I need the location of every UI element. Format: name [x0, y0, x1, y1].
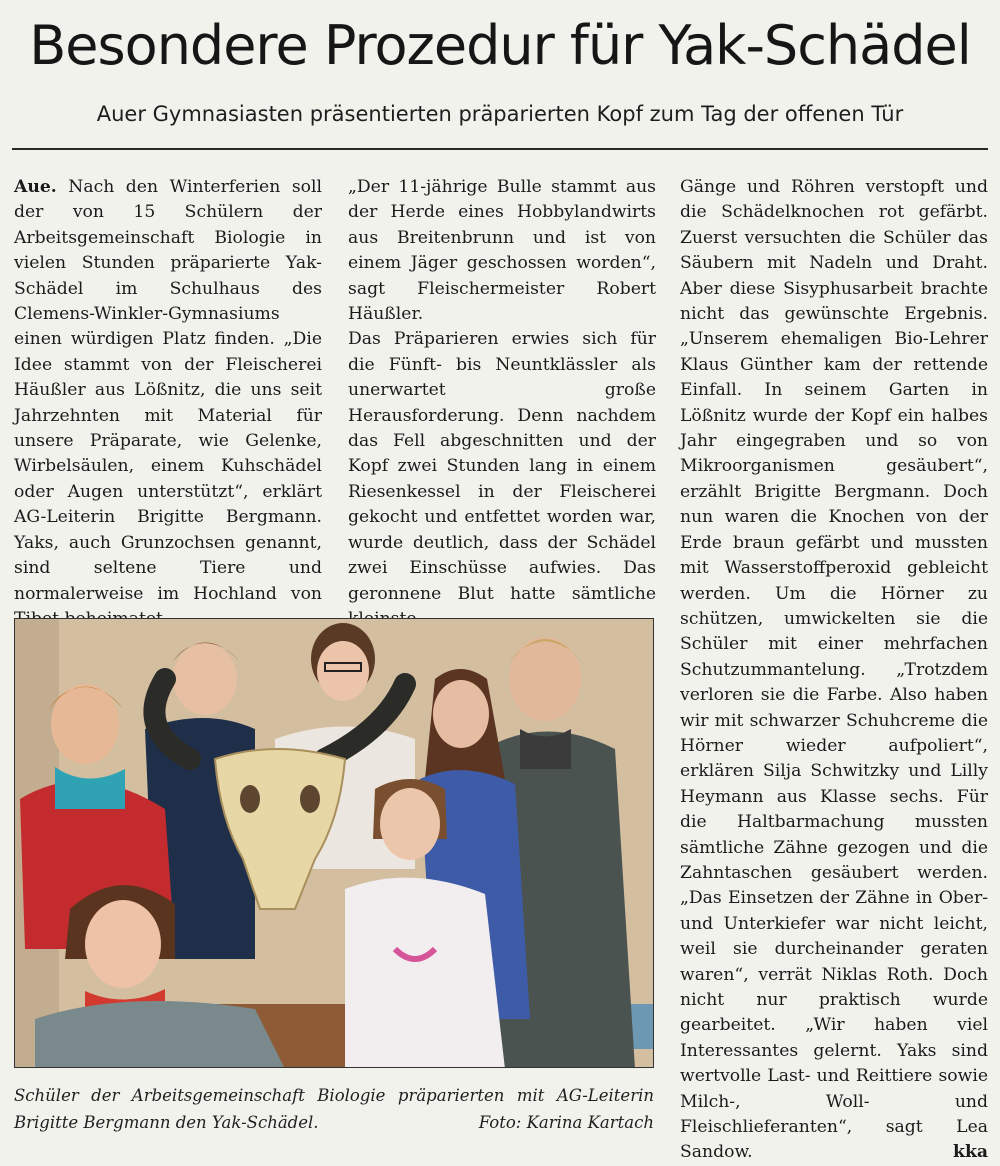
column-1-text: Nach den Winterferien soll der von 15 Schülern der Arbeitsgemeinschaft Biologie in vielen Stunden präparierte Yak-Schädel im Schulhaus des Clemens-Winkler-Gymnasiums einen würdigen Platz finden. „Die Idee stammt von der Fleischerei Häußler aus Lößnitz, die uns seit Jahrzehnten mit Material für unsere Präparate, wie Gelenke, Wirbelsäulen, einem Kuhschädel oder Augen unterstützt“, erklärt AG-Leiterin Brigitte Bergmann. Yaks, auch Grunzochsen genannt, sind seltene Tiere und normalerweise im Hochland von — [14, 177, 322, 604]
caption-line-2-row — [14, 1109, 654, 1136]
headline-rule — [12, 148, 988, 150]
column-3-paragraph — [680, 175, 988, 1166]
article-column-3 — [680, 175, 988, 1163]
dateline: Aue. — [14, 177, 57, 197]
column-1-paragraph — [14, 175, 322, 632]
column-2-paragraph-1: „Der 11-jährige Bulle stammt aus der Herde eines Hobbylandwirts aus Breitenbrunn und ist von einem Jäger geschossen worden“, sagt Fleischermeister Robert Häußler. — [348, 177, 656, 325]
photo-credit: Foto: Karina Kartach — [478, 1113, 654, 1132]
column-3-text: Gänge und Röhren verstopft und die Schädelknochen rot gefärbt. Zuerst versuchten die Schüler das Säubern mit Nadeln und Draht. Aber diese Sisyphusarbeit brachte nicht das gewünschte Ergebnis. „Unserem ehemaligen Bio-Lehrer Klaus Günther kam der rettende Einfall. In seinem Garten in Lößnitz wurde der Kopf ein halbes Jahr eingegraben und so von Mikroorganismen gesäubert“, erzählt Brigitte Bergmann. Doch nun waren die Knochen von der Erde braun gefärbt und mussten mit Wasserstoffperoxid gebleicht werden. Um die Hörner zu schützen, umwickelten sie die Schüler mit einer mehrfachen Schutzummantelung. „Trotzdem verloren sie die Farbe. Also haben wir mit schwarzer Schuhcreme die Hörner wieder aufpoliert“, erklären Silja Schwitzky und Lilly Heymann aus Klasse sechs. Für die Haltbarmachung mussten sämtliche Zähne gezogen und die Zahntaschen gesäubert werden. „Das Einsetzen der Zähne in Ober- und Unterkiefer war nicht leicht, weil sie durcheinander geraten waren“, verrät Niklas Roth. Doch nicht nur praktisch wurde gearbeitet. „Wir haben viel Interessantes gelernt. Yaks sind wertvolle Last- und Reittiere sowie Milch-, Woll- und Fleischlieferanten“, sagt Lea Sandow. — [680, 177, 988, 1163]
author-signature: kka — [953, 1142, 988, 1163]
column-2-paragraph-2: Das Präparieren erwies sich für die Fünft- bis Neuntklässler als unerwartet große Herausforderung. Denn nachdem das Fell abgeschnitten und der Kopf zwei Stunden lang in einem Riesenkessel in der Fleischerei gekocht und entfettet worden war, wurde deutlich, dass der Schädel zwei Einschüsse aufwies. Das geronnene Blut hatte sämtliche — [348, 329, 656, 604]
caption-line-2: Brigitte Bergmann den Yak-Schädel. — [14, 1113, 319, 1132]
photo-caption — [14, 1082, 654, 1136]
headline: Besondere Prozedur für Yak-Schädel — [29, 14, 971, 77]
subheadline: Auer Gymnasiasten präsentierten präparierten Kopf zum Tag der offenen Tür — [96, 102, 904, 126]
article-photo — [14, 618, 654, 1068]
group-photo-illustration — [15, 619, 654, 1068]
article-column-1 — [14, 175, 322, 605]
caption-line-1: Schüler der Arbeitsgemeinschaft Biologie präparierten mit AG-Leiterin — [14, 1086, 654, 1105]
article-column-2 — [348, 175, 656, 605]
